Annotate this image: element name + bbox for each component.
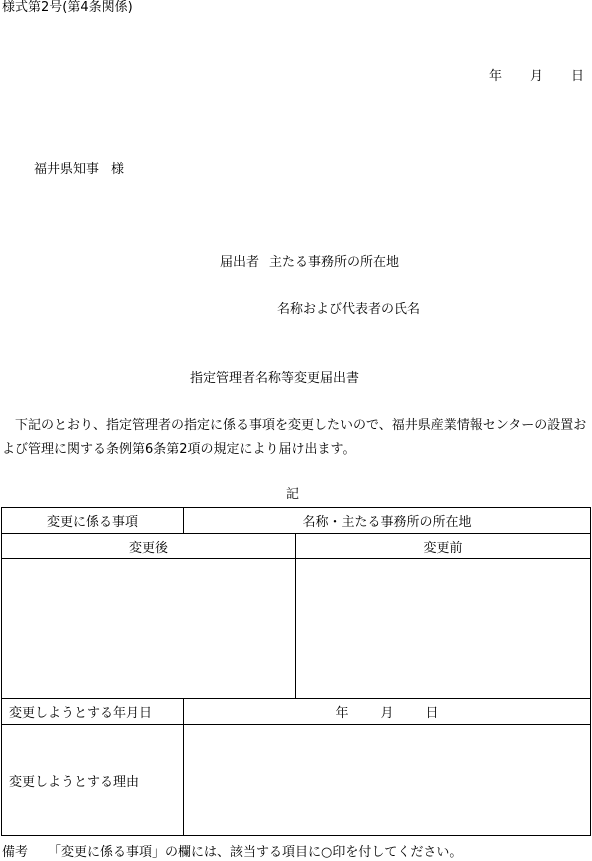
remarks-note: 「変更に係る事項」の欄には、該当する項目に○印を付してください。 xyxy=(48,845,463,860)
before-change-header: 変更前 xyxy=(423,540,463,556)
changed-item-label: 変更に係る事項 xyxy=(46,515,138,530)
applicant-address-label: 主たる事務所の所在地 xyxy=(269,255,400,270)
change-date-year: 年 xyxy=(335,706,349,721)
change-reason-label: 変更しようとする理由 xyxy=(9,774,140,790)
applicant-address-row xyxy=(220,255,399,271)
change-form-table xyxy=(1,507,591,836)
body-paragraph: 下記のとおり、指定管理者の指定に係る事項を変更したいので、福井県産業情報センターの設置および管理に関する条例第6条第2項の規定により届け出ます。 xyxy=(2,418,587,457)
form-number: 様式第2号(第4条関係) xyxy=(2,0,133,15)
change-date-label: 変更しようとする年月日 xyxy=(9,706,153,721)
after-change-field[interactable] xyxy=(2,559,295,698)
date-day-label: 日 xyxy=(570,69,584,84)
change-reason-field[interactable] xyxy=(184,725,590,835)
document-title: 指定管理者名称等変更届出書 xyxy=(190,371,360,386)
date-month-label: 月 xyxy=(529,69,543,84)
submission-date xyxy=(489,69,584,85)
change-date-month: 月 xyxy=(380,706,394,721)
changed-item-value: 名称・主たる事務所の所在地 xyxy=(302,515,472,530)
before-change-field[interactable] xyxy=(296,559,590,698)
ki-heading: 記 xyxy=(286,487,300,502)
addressee-honorific: 様 xyxy=(111,162,125,177)
addressee-name: 福井県知事 xyxy=(34,162,100,177)
remarks xyxy=(2,845,462,861)
date-year-label: 年 xyxy=(488,69,502,84)
change-date-field[interactable] xyxy=(184,699,590,724)
remarks-label: 備考 xyxy=(2,845,29,860)
applicant-name-label: 名称および代表者の氏名 xyxy=(277,302,421,317)
applicant-label: 届出者 xyxy=(220,255,260,270)
change-date-day: 日 xyxy=(425,706,439,721)
after-change-header: 変更後 xyxy=(128,540,168,556)
addressee xyxy=(34,162,124,178)
